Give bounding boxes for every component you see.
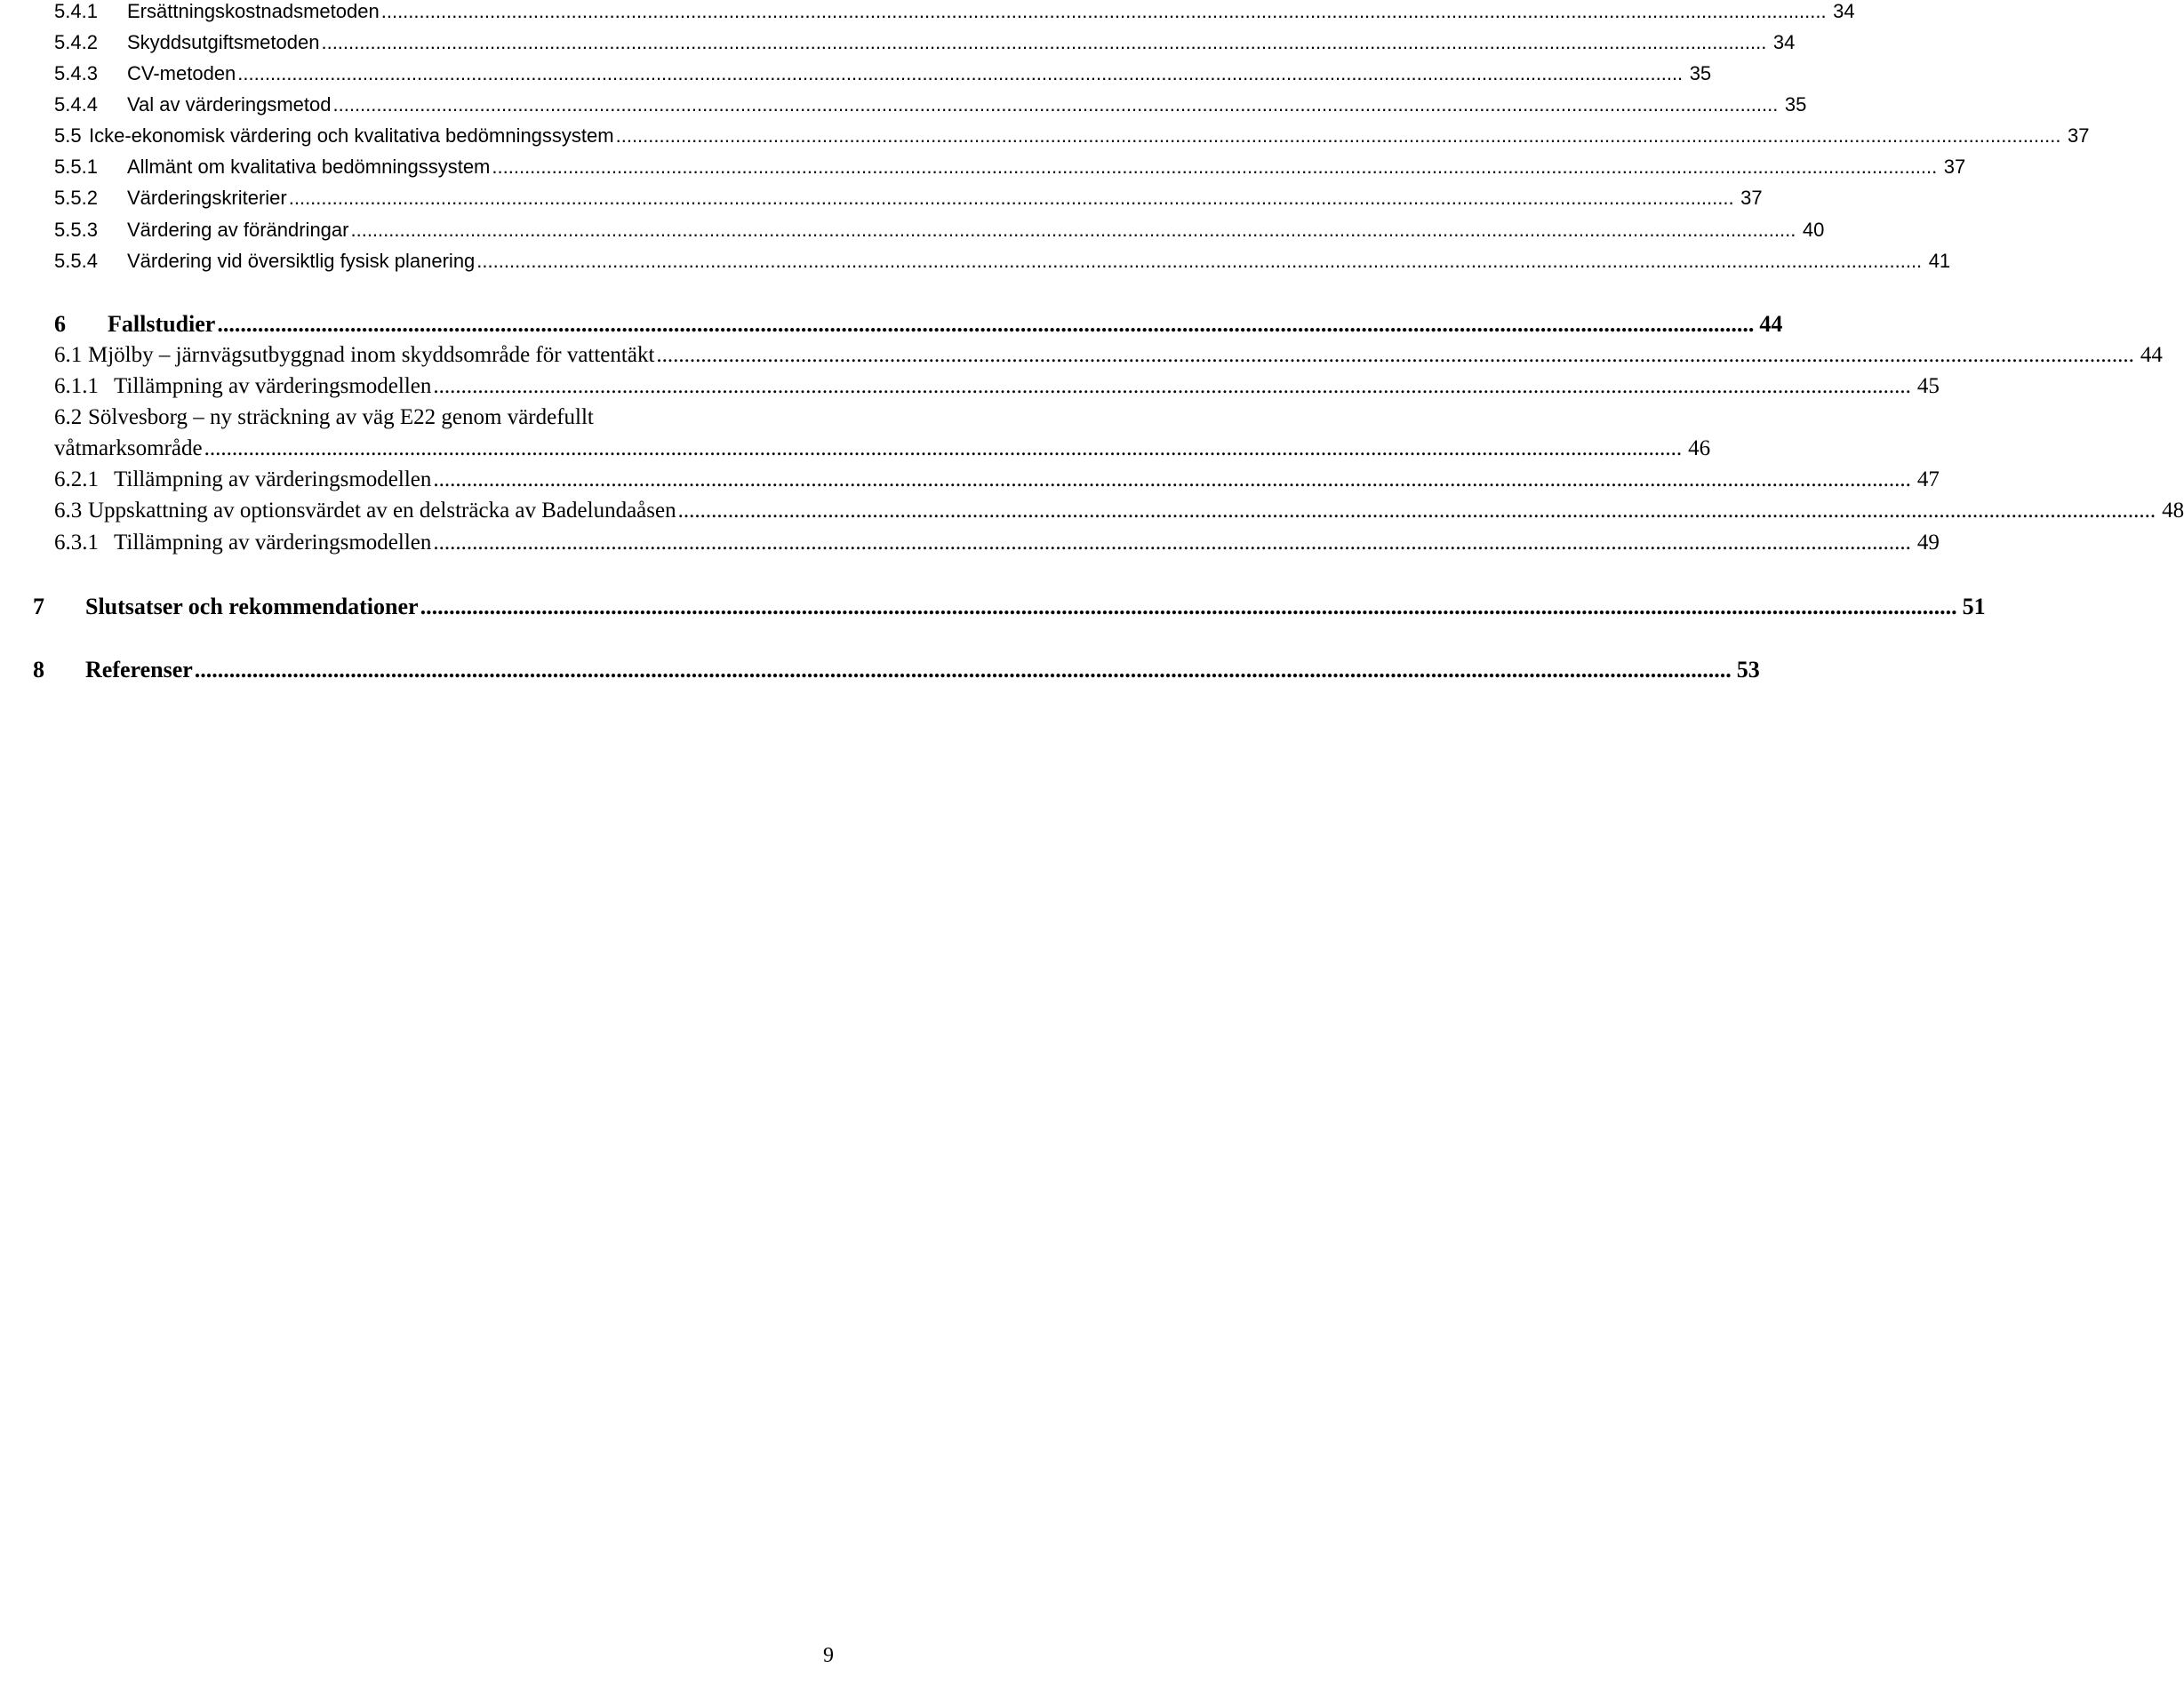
toc-entry-number: 5.5.1 <box>54 156 98 178</box>
toc-entry-title: Val av värderingsmetod <box>127 93 332 116</box>
toc-entry-number: 5.4.4 <box>54 93 98 116</box>
toc-leader-dots <box>433 374 1911 399</box>
toc-entry-title: Icke-ekonomisk värdering och kvalitativa bedömningssystem <box>89 124 614 147</box>
toc-entry-number: 7 <box>33 594 44 619</box>
toc-entry-title: Ersättningskostnadsmetoden <box>127 0 380 22</box>
toc-leader-dots <box>350 219 1796 242</box>
toc-entry-title-continued: våtmarksområde <box>54 436 203 460</box>
toc-entry-title: Värdering av förändringar <box>127 219 349 241</box>
toc-entry-page: 45 <box>1916 374 1940 398</box>
toc-entry-title: Värdering vid översiktlig fysisk planering <box>127 250 476 272</box>
toc-entry-title: Slutsatser och rekommendationer <box>85 594 419 619</box>
toc-entry[interactable] <box>54 124 2090 148</box>
toc-leader-dots <box>433 467 1911 492</box>
toc-leader-dots <box>217 311 1754 338</box>
toc-leader-dots <box>237 62 1683 85</box>
toc-entry[interactable] <box>54 219 1825 242</box>
toc-entry-number: 5.5 <box>54 124 82 147</box>
toc-leader-dots <box>321 31 1766 54</box>
toc-entry-number: 6.3.1 <box>54 531 99 555</box>
toc-entry-page: 48 <box>2162 499 2184 523</box>
toc-entry[interactable] <box>54 531 1940 555</box>
toc-entry-number: 5.5.4 <box>54 250 98 272</box>
toc-entry[interactable] <box>54 93 1807 116</box>
toc-entry-number: 6.1.1 <box>54 374 99 398</box>
toc-entry-title: Tillämpning av värderingsmodellen <box>114 531 432 555</box>
toc-entry-line1[interactable] <box>54 405 850 430</box>
toc-leader-dots <box>289 187 1734 210</box>
toc-leader-dots <box>420 594 1957 620</box>
toc-entry-number: 5.4.2 <box>54 31 98 53</box>
toc-entry-title: Tillämpning av värderingsmodellen <box>114 467 432 491</box>
toc-entry-title: Fallstudier <box>108 311 216 337</box>
toc-entry-title: Tillämpning av värderingsmodellen <box>114 374 432 398</box>
toc-entry-title: Mjölby – järnvägsutbyggnad inom skyddsområde för vattentäkt <box>88 343 655 367</box>
toc-leader-dots <box>656 343 2134 368</box>
toc-entry-title: CV-metoden <box>127 62 236 84</box>
toc-entry-page: 44 <box>2140 343 2163 367</box>
toc-chapter-entry[interactable] <box>33 594 1986 620</box>
toc-entry[interactable] <box>54 499 2184 523</box>
toc-entry-number: 6 <box>54 311 66 337</box>
toc-entry-number: 8 <box>33 657 44 682</box>
toc-entry-title: Värderingskriterier <box>127 187 287 209</box>
toc-leader-dots <box>678 499 2156 523</box>
toc-entry[interactable] <box>54 343 2163 368</box>
toc-entry-page: 34 <box>1772 31 1796 53</box>
toc-leader-dots <box>476 250 1922 273</box>
toc-entry-number: 5.5.2 <box>54 187 98 209</box>
toc-entry-page: 35 <box>1689 62 1712 84</box>
toc-leader-dots <box>492 156 1937 179</box>
toc-entry[interactable] <box>54 187 1763 210</box>
toc-entry-number: 6.1 <box>54 343 83 367</box>
toc-entry-title: Uppskattning av optionsvärdet av en delsträcka av Badelundaåsen <box>88 499 676 523</box>
toc-entry[interactable] <box>54 31 1796 54</box>
toc-entry-page: 51 <box>1962 594 1986 619</box>
toc-entry-page: 37 <box>2068 124 2090 147</box>
toc-chapter-entry[interactable] <box>54 311 1783 338</box>
toc-leader-dots <box>381 0 1827 23</box>
toc-entry-page: 41 <box>1928 250 1951 272</box>
toc-entry-number: 6.2.1 <box>54 467 99 491</box>
toc-leader-dots <box>195 657 1732 683</box>
toc-entry-number: 5.4.3 <box>54 62 98 84</box>
toc-entry-title: Referenser <box>85 657 193 682</box>
toc-entry-number: 5.5.3 <box>54 219 98 241</box>
toc-entry-page: 49 <box>1916 531 1940 555</box>
toc-chapter-entry[interactable] <box>33 657 1760 683</box>
toc-entry-title: Sölvesborg – ny sträckning av väg E22 genom värdefullt <box>88 405 594 429</box>
toc-entry-number: 6.2 <box>54 405 83 429</box>
toc-entry[interactable] <box>54 156 1966 179</box>
toc-entry[interactable] <box>54 250 1951 273</box>
page-number: 9 <box>823 1644 834 1667</box>
toc-entry-number: 5.4.1 <box>54 0 98 22</box>
toc-leader-dots <box>616 124 2061 148</box>
toc-leader-dots <box>204 436 1683 461</box>
toc-entry-title: Allmänt om kvalitativa bedömningssystem <box>127 156 491 178</box>
toc-leader-dots <box>433 531 1911 555</box>
toc-entry-title: Skyddsutgiftsmetoden <box>127 31 320 53</box>
toc-entry[interactable] <box>54 0 1855 23</box>
toc-entry-page: 37 <box>1740 187 1763 209</box>
toc-entry-page: 46 <box>1688 436 1711 460</box>
toc-entry-page: 47 <box>1916 467 1940 491</box>
toc-leader-dots <box>333 93 1779 116</box>
toc-entry-number: 6.3 <box>54 499 83 523</box>
toc-entry[interactable] <box>54 62 1712 85</box>
toc-entry-page: 44 <box>1759 311 1783 337</box>
toc-entry-page: 34 <box>1833 0 1855 22</box>
toc-entry-page: 37 <box>1943 156 1966 178</box>
toc-entry[interactable] <box>54 374 1940 399</box>
toc-entry[interactable] <box>54 467 1940 492</box>
toc-entry-page: 35 <box>1784 93 1807 116</box>
toc-entry-page: 53 <box>1736 657 1760 682</box>
toc-entry-line2[interactable] <box>54 436 1711 461</box>
toc-entry-page: 40 <box>1802 219 1825 241</box>
